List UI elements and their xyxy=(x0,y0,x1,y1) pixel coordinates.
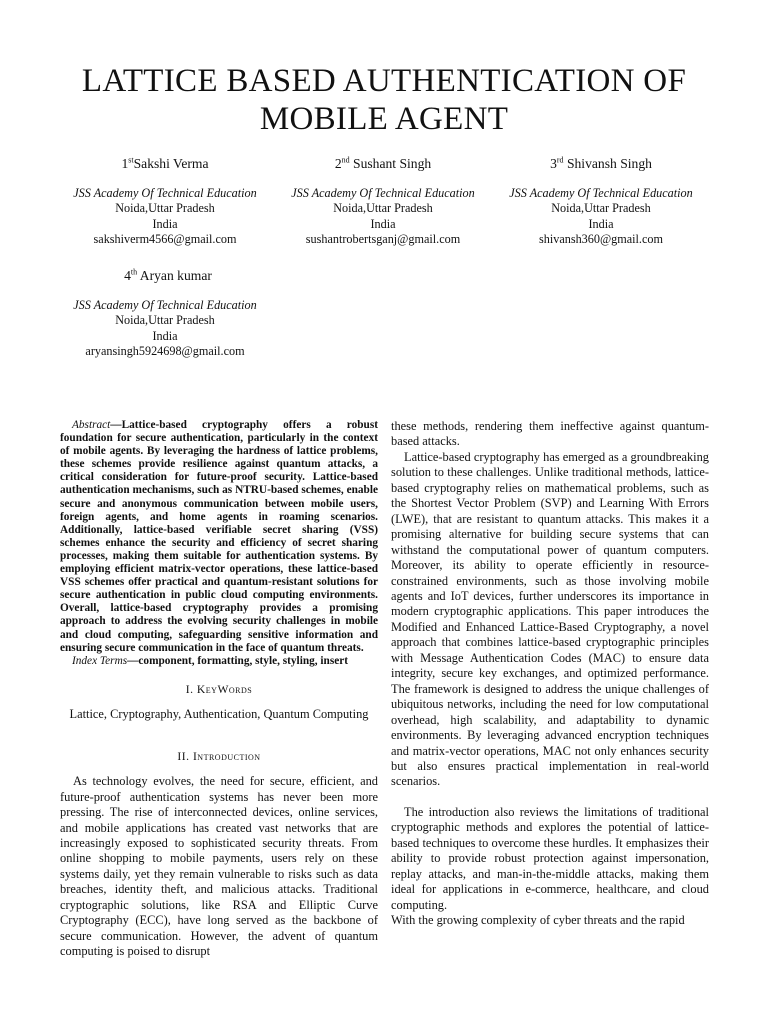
author-email: aryansingh5924698@gmail.com xyxy=(85,344,245,359)
author-country: India xyxy=(588,216,614,231)
author-email: sakshiverm4566@gmail.com xyxy=(93,232,237,247)
author-city: Noida,Uttar Pradesh xyxy=(551,201,651,216)
author-country: India xyxy=(152,328,178,343)
author-2 xyxy=(278,156,488,248)
author-affiliation: JSS Academy Of Technical Education xyxy=(509,185,693,200)
author-email: shivansh360@gmail.com xyxy=(539,232,663,247)
author-4 xyxy=(60,268,270,360)
author-name xyxy=(496,156,706,172)
author-name-text: Shivansh Singh xyxy=(563,156,652,171)
left-column xyxy=(60,419,378,960)
author-3 xyxy=(496,156,706,248)
abstract-label: Abstract xyxy=(72,419,111,431)
author-name xyxy=(60,156,270,172)
abstract-text: —Lattice-based cryptography offers a robust foundation for secure authentication, particularly in the context of mobile agents. By leveraging the hardness of lattice problems, these schemes provide resilience against quantum attacks, a critical consideration for future-proof security. Lattice-based authentication mechanisms, such as NTRU-based schemes, enable secure and anonymous communication between mobile users, foreign agents, and home agents in roaming scenarios. Additionally, lattice-based verifiable secret sharing (VSS) schemes enhance the security and efficiency of secret sharing processes, making them suitable for authentication systems. By employing efficient matrix-vector operations, these lattice-based VSS schemes offer practical and quantum-resistant solutions for secure authentication in public cloud computing environments. Overall, lattice-based cryptography provides a promising approach to address the evolving security challenges in mobile and cloud computing, safeguarding sensitive information and ensuring secure communication in the face of quantum threats. xyxy=(60,419,378,654)
author-ordinal: 3 xyxy=(550,156,557,171)
abstract xyxy=(60,419,378,655)
author-ordinal: 4 xyxy=(124,268,131,283)
author-ordinal-suffix: th xyxy=(130,267,138,277)
author-city: Noida,Uttar Pradesh xyxy=(333,201,433,216)
author-name-text: Sushant Singh xyxy=(349,156,432,171)
author-affiliation: JSS Academy Of Technical Education xyxy=(291,185,475,200)
author-ordinal: 1 xyxy=(121,156,129,171)
author-country: India xyxy=(152,216,178,231)
author-1 xyxy=(60,156,270,248)
author-ordinal-suffix: rd xyxy=(556,155,564,165)
intro-paragraph-4: With the growing complexity of cyber threats and the rapid xyxy=(391,913,685,928)
index-terms-text: —component, formatting, style, styling, insert xyxy=(127,654,349,667)
keywords-text: Lattice, Cryptography, Authentication, Quantum Computing xyxy=(69,707,369,722)
section-heading-introduction: II. Introduction xyxy=(177,749,261,763)
right-column xyxy=(391,419,709,929)
intro-paragraph-1: As technology evolves, the need for secure, efficient, and future-proof authentication systems has never been more pressing. The rise of interconnected devices, online services, and mobile applications has created vast networks that are increasingly exposed to sophisticated security threats. From online shopping to mobile payments, users rely on these systems daily, yet they remain vulnerable to risks such as data breaches, identity theft, and malicious attacks. Traditional cryptographic solutions, like RSA and Elliptic Curve Cryptography (ECC), have long served as the backbone of secure communication. However, the advent of quantum computing is poised to disrupt xyxy=(60,774,378,959)
author-country: India xyxy=(370,216,396,231)
author-ordinal-suffix: st xyxy=(128,155,134,165)
author-city: Noida,Uttar Pradesh xyxy=(115,313,215,328)
author-city: Noida,Uttar Pradesh xyxy=(115,201,215,216)
author-name-text: Aryan kumar xyxy=(137,268,212,283)
title-line-2: MOBILE AGENT xyxy=(259,101,509,137)
paper-title xyxy=(60,62,708,138)
author-email: sushantrobertsganj@gmail.com xyxy=(305,232,461,247)
index-terms-label: Index Terms xyxy=(72,654,128,667)
intro-paragraph-1-continued: these methods, rendering them ineffective against quantum-based attacks. xyxy=(391,419,709,449)
author-name xyxy=(60,268,270,284)
author-affiliation: JSS Academy Of Technical Education xyxy=(73,297,257,312)
title-line-1: LATTICE BASED AUTHENTICATION OF xyxy=(81,63,687,99)
author-ordinal: 2 xyxy=(334,156,342,171)
author-name-text: Sakshi Verma xyxy=(133,156,209,171)
section-heading-keywords: I. KeyWords xyxy=(185,682,253,696)
author-name xyxy=(278,156,488,172)
intro-paragraph-2: Lattice-based cryptography has emerged as a groundbreaking solution to these challenges. Unlike traditional methods, lattice-based cryptography relies on mathematical problems, such as the Shortest Vector Problem (SVP) and Learning With Errors (LWE), that are resistant to quantum attacks. This makes it a promising alternative for building secure systems that can withstand the computational power of quantum computers. Moreover, its ability to operate efficiently in resource-constrained environments, such as those involving mobile agents and IoT devices, further underscores its importance in modern cryptographic applications. This paper introduces the Modified and Enhanced Lattice-Based Cryptography, a novel approach that combines lattice-based cryptographic principles with Message Authentication Codes (MAC) to ensure data integrity, secure key exchanges, and optimized performance. The framework is designed to address the unique challenges of ubiquitous networks, including the need for low computational overhead, high scalability, and adaptability to dynamic environments. By leveraging advanced encryption techniques and matrix-vector operations, MAC not only enhances security but also ensures practical implementation in real-world scenarios. xyxy=(391,449,709,789)
author-affiliation: JSS Academy Of Technical Education xyxy=(73,185,257,200)
author-ordinal-suffix: nd xyxy=(341,155,350,165)
intro-paragraph-3: The introduction also reviews the limitations of traditional cryptographic methods and explores the potential of lattice-based techniques to overcome these hurdles. It emphasizes their ability to provide robust protection against impersonation, replay attacks, and man-in-the-middle attacks, making them ideal for applications in e-commerce, healthcare, and cloud computing. xyxy=(391,804,709,912)
index-terms xyxy=(60,655,378,668)
